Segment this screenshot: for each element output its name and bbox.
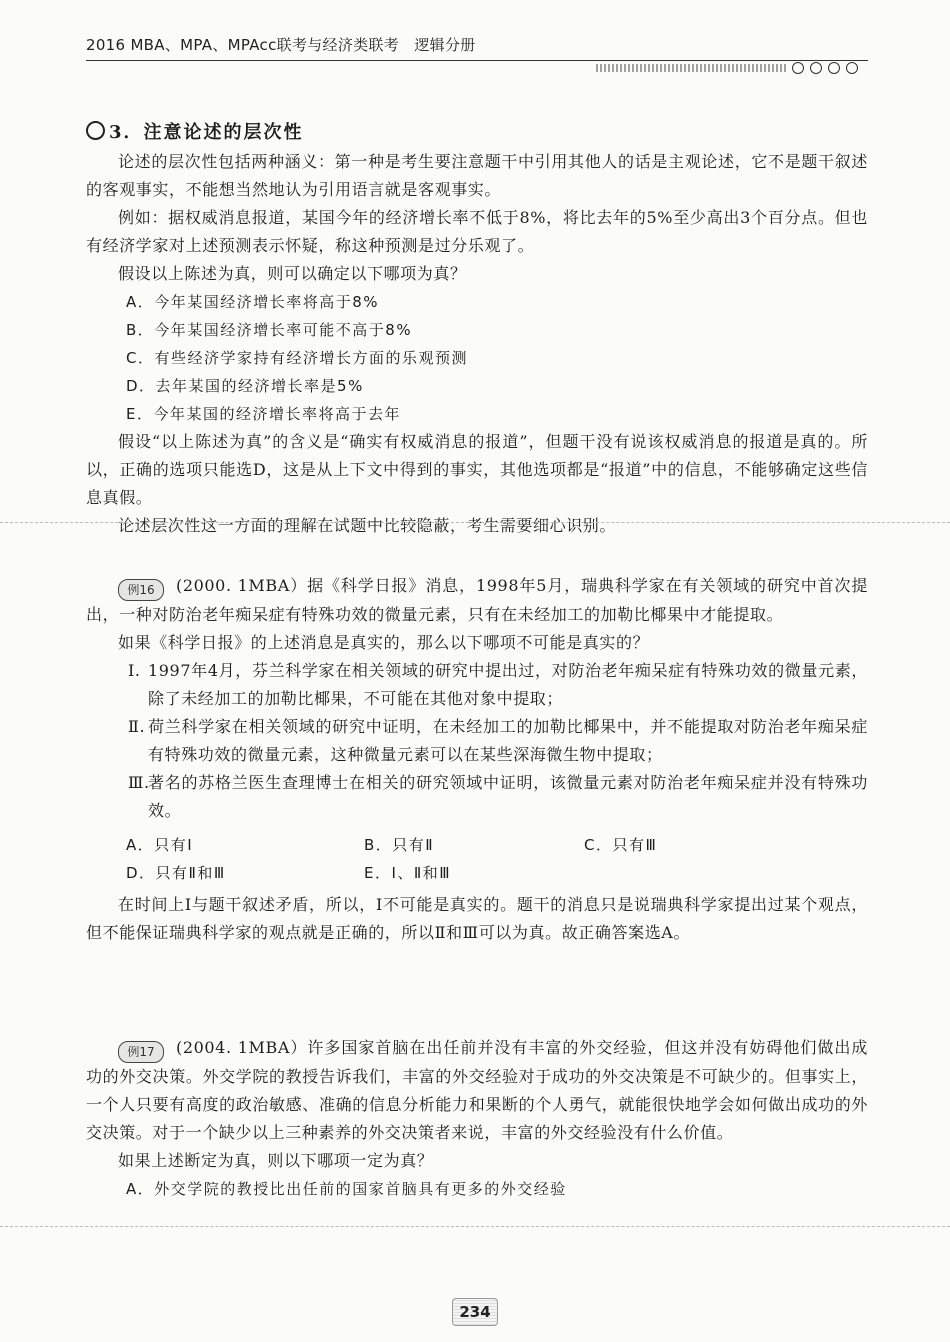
example-16-answer: 在时间上Ⅰ与题干叙述矛盾，所以，Ⅰ不可能是真实的。题干的消息只是说瑞典科学家提出过某个观点，但不能保证瑞典科学家的观点就是正确的，所以Ⅱ和Ⅲ可以为真。故正确答案选A。 — [86, 895, 868, 942]
option-item: E．今年某国的经济增长率将高于去年 — [126, 405, 401, 423]
example-16 — [86, 572, 868, 947]
example-17-question: 如果上述断定为真，则以下哪项一定为真？ — [118, 1151, 434, 1170]
roman-numeral: Ⅱ. — [128, 717, 146, 736]
roman-numeral: Ⅲ. — [128, 773, 150, 792]
header-decoration — [596, 62, 868, 76]
header-circle-icon — [828, 62, 840, 74]
roman-item-text: 著名的苏格兰医生查理博士在相关的研究领域中证明，该微量元素对防治老年痴呆症并没有特殊功效。 — [148, 773, 868, 820]
example-badge-icon: 例17 — [118, 1041, 164, 1063]
option-row — [86, 859, 868, 887]
section-paragraph: 论述的层次性包括两种涵义：第一种是考生要注意题干中引用其他人的话是主观论述，它不是题干叙述的客观事实，不能想当然地认为引用语言就是客观事实。 — [86, 152, 868, 199]
option-item: A．外交学院的教授比出任前的国家首脑具有更多的外交经验 — [126, 1180, 567, 1198]
option-item: E．Ⅰ、Ⅱ和Ⅲ — [364, 864, 452, 882]
roman-numeral: Ⅰ. — [128, 661, 141, 680]
section-question: 假设以上陈述为真，则可以确定以下哪项为真？ — [118, 264, 467, 283]
section-summary: 论述层次性这一方面的理解在试题中比较隐蔽，考生需要细心识别。 — [118, 516, 617, 535]
option-item: D．去年某国的经济增长率是5% — [126, 377, 364, 395]
example-badge-icon: 例16 — [118, 579, 164, 601]
header-circle-icon — [792, 62, 804, 74]
page-number: 234 — [452, 1298, 498, 1326]
option-item: A．只有Ⅰ — [126, 836, 194, 854]
roman-item — [86, 657, 868, 713]
section-title-text: 3．注意论述的层次性 — [109, 122, 304, 143]
roman-item-text: 荷兰科学家在相关领域的研究中证明，在未经加工的加勒比椰果中，并不能提取对防治老年痴呆症有特殊功效的微量元素，这种微量元素可以在某些深海微生物中提取； — [148, 717, 868, 764]
example-17-stem-text: (2004. 1MBA）许多国家首脑在出任前并没有丰富的外交经验，但这并没有妨碍他们做出成功的外交决策。外交学院的教授告诉我们，丰富的外交经验对于成功的外交决策是不可缺少的。但事实上，一个人只要有高度的政治敏感、准确的信息分析能力和果断的个人勇气，就能很快地学会如何做出成功的外交决策。对于一个缺少以上三种素养的外交决策者来说，丰富的外交经验没有什么价值。 — [86, 1038, 868, 1142]
section-body — [86, 148, 868, 540]
example-16-stem — [86, 572, 868, 629]
header-circle-icon — [810, 62, 822, 74]
roman-item-text: 1997年4月，芬兰科学家在相关领域的研究中提出过，对防治老年痴呆症有特殊功效的微量元素，除了未经加工的加勒比椰果，不可能在其他对象中提取； — [148, 661, 868, 708]
roman-item — [86, 769, 868, 825]
circle-bullet-icon — [86, 121, 105, 140]
option-item: C．有些经济学家持有经济增长方面的乐观预测 — [126, 349, 468, 367]
section-paragraph: 例如：据权威消息报道，某国今年的经济增长率不低于8%，将比去年的5%至少高出3个百分点。但也有经济学家对上述预测表示怀疑，称这种预测是过分乐观了。 — [86, 208, 868, 255]
roman-item — [86, 713, 868, 769]
example-16-question: 如果《科学日报》的上述消息是真实的，那么以下哪项不可能是真实的？ — [118, 633, 650, 652]
section-title — [86, 118, 868, 144]
option-item: A．今年某国经济增长率将高于8% — [126, 293, 380, 311]
running-header-title: 2016 MBA、MPA、MPAcc联考与经济类联考 逻辑分册 — [86, 36, 476, 54]
option-item: B．只有Ⅱ — [364, 836, 435, 854]
header-rule — [86, 60, 868, 61]
option-item: C．只有Ⅲ — [584, 836, 658, 854]
option-row — [86, 831, 868, 859]
scan-artifact-line — [0, 1226, 950, 1227]
option-item: D．只有Ⅱ和Ⅲ — [126, 864, 226, 882]
section-explanation: 假设“以上陈述为真”的含义是“确实有权威消息的报道”，但题干没有说该权威消息的报道是真的。所以，正确的选项只能选D，这是从上下文中得到的事实，其他选项都是“报道”中的信息，不能够确定这些信息真假。 — [86, 432, 868, 507]
option-item: B．今年某国经济增长率可能不高于8% — [126, 321, 413, 339]
header-decoration-bars — [596, 64, 786, 72]
example-17-stem — [86, 1034, 868, 1147]
example-17 — [86, 1034, 868, 1203]
header-circle-icon — [846, 62, 858, 74]
scan-artifact-line — [0, 522, 950, 523]
example-16-stem-text: (2000. 1MBA）据《科学日报》消息，1998年5月，瑞典科学家在有关领域的研究中首次提出，一种对防治老年痴呆症有特殊功效的微量元素，只有在未经加工的加勒比椰果中才能提取。 — [86, 576, 868, 624]
